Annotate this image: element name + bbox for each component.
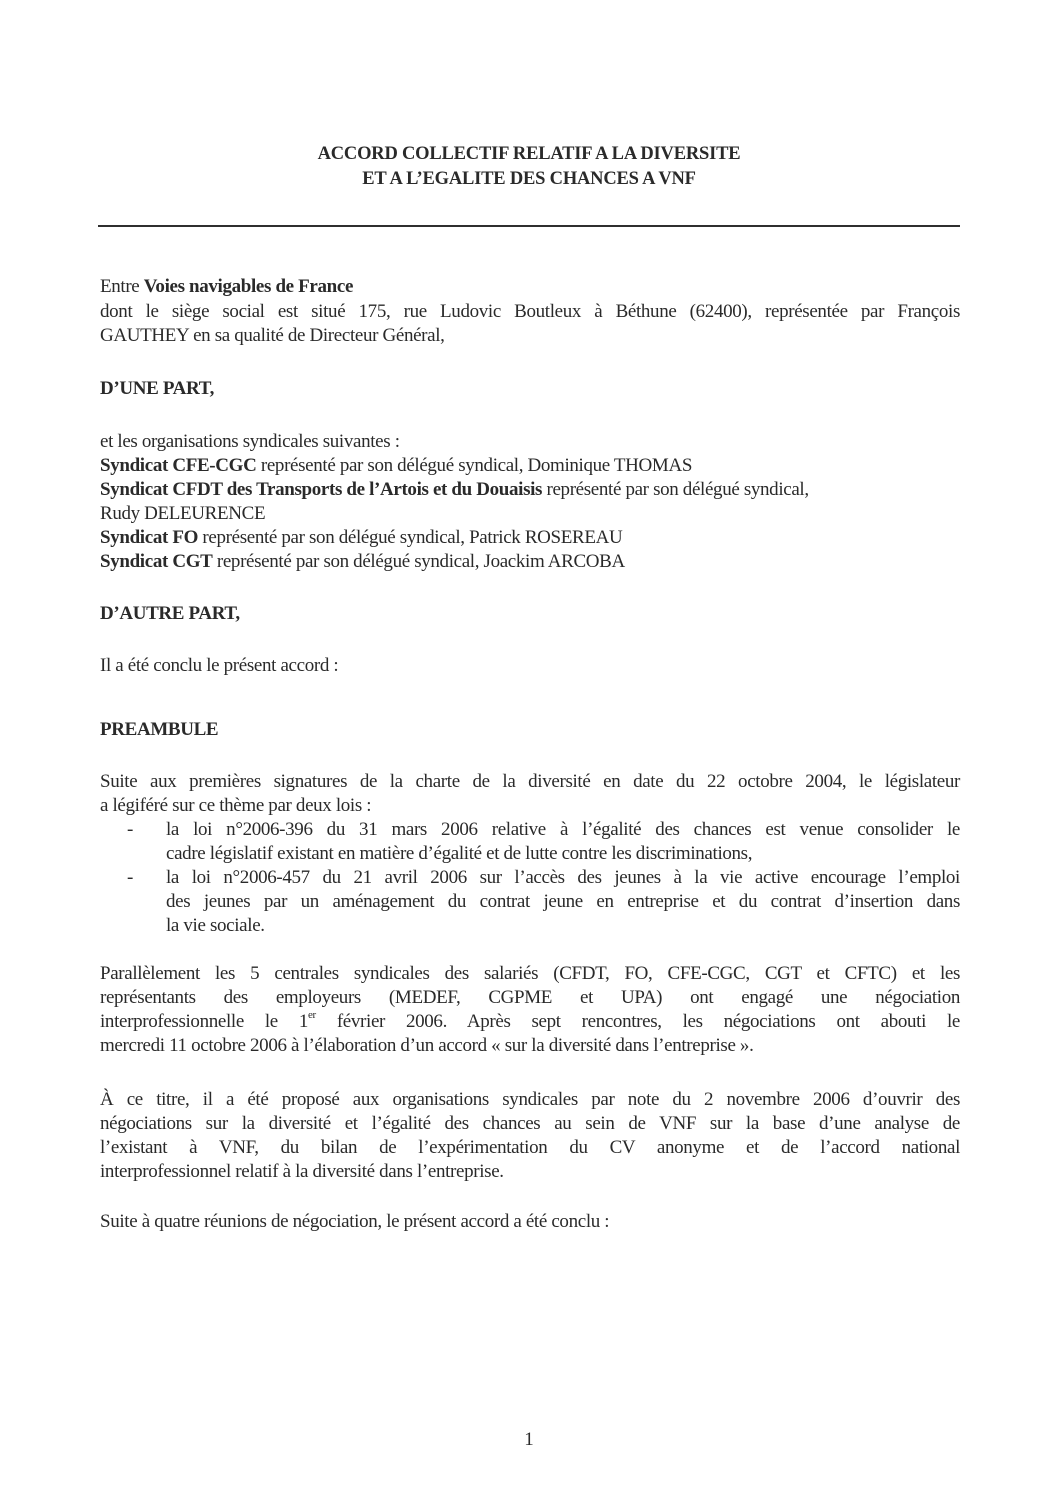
conclusion-intro: Il a été conclu le présent accord : xyxy=(100,655,339,676)
page-number: 1 xyxy=(524,1429,534,1450)
list-bullet-dash: - xyxy=(127,867,134,888)
union-representative: représenté par son délégué syndical, Joackim ARCOBA xyxy=(212,551,625,572)
union-item-fo xyxy=(100,526,960,550)
party1-intro-line xyxy=(100,275,960,299)
law-item-2-line-3: la vie sociale. xyxy=(166,915,265,936)
party2-label: D’AUTRE PART, xyxy=(100,603,240,624)
preamble-p3-line-2: négociations sur la diversité et l’égalité des chances au sein de VNF sur la base d’une analyse de xyxy=(100,1113,960,1134)
preamble-p2-line-4: mercredi 11 octobre 2006 à l’élaboration d’un accord « sur la diversité dans l’entreprise ». xyxy=(100,1035,754,1056)
union-name: Syndicat CGT xyxy=(100,551,213,572)
law-item-1-line-2: cadre législatif existant en matière d’égalité et de lutte contre les discriminations, xyxy=(166,843,753,864)
union-representative: représenté par son délégué syndical, Patrick ROSEREAU xyxy=(198,527,623,548)
title-divider xyxy=(98,225,960,227)
list-bullet-dash: - xyxy=(127,819,134,840)
party1-label: D’UNE PART, xyxy=(100,378,215,399)
party1-name: Voies navigables de France xyxy=(143,276,354,297)
preamble-heading: PREAMBULE xyxy=(100,719,219,740)
law-item-2-line-2: des jeunes par un aménagement du contrat jeune en entreprise et du contrat d’insertion dans xyxy=(166,891,960,912)
party1-intro: Entre xyxy=(100,276,144,297)
preamble-p1-line-2: a légiféré sur ce thème par deux lois : xyxy=(100,795,372,816)
union-name: Syndicat FO xyxy=(100,527,199,548)
party1-representative-line: GAUTHEY en sa qualité de Directeur Général, xyxy=(100,325,445,346)
union-item-cgt xyxy=(100,550,960,574)
union-representative: représenté par son délégué syndical, xyxy=(542,479,809,500)
preamble-p2-line-2: représentants des employeurs (MEDEF, CGPME et UPA) ont engagé une négociation xyxy=(100,987,960,1008)
union-item-cfdt xyxy=(100,478,960,502)
preamble-p1-line-1: Suite aux premières signatures de la charte de la diversité en date du 22 octobre 2004, le législateur xyxy=(100,771,960,792)
union-item-cfdt-continuation: Rudy DELEURENCE xyxy=(100,503,266,524)
preamble-p3-line-3: l’existant à VNF, du bilan de l’expérimentation du CV anonyme et de l’accord national xyxy=(100,1137,960,1158)
preamble-p4: Suite à quatre réunions de négociation, le présent accord a été conclu : xyxy=(100,1211,610,1232)
union-name: Syndicat CFDT des Transports de l’Artois et du Douaisis xyxy=(100,479,543,500)
title-line-2: ET A L’EGALITE DES CHANCES A VNF xyxy=(362,169,696,189)
party1-address-line: dont le siège social est situé 175, rue Ludovic Boutleux à Béthune (62400), représentée par François xyxy=(100,301,960,322)
union-representative: représenté par son délégué syndical, Dominique THOMAS xyxy=(256,455,693,476)
law-item-1-line-1: la loi n°2006-396 du 31 mars 2006 relative à l’égalité des chances est venue consolider le xyxy=(166,819,960,840)
document-title xyxy=(98,142,960,192)
ordinal-superscript: er xyxy=(308,1008,316,1021)
preamble-p3-line-4: interprofessionnel relatif à la diversité dans l’entreprise. xyxy=(100,1161,504,1182)
union-name: Syndicat CFE-CGC xyxy=(100,455,257,476)
union-item-cfe-cgc xyxy=(100,454,960,478)
party2-intro: et les organisations syndicales suivantes : xyxy=(100,431,400,452)
preamble-p2-line-3: interprofessionnelle le 1er février 2006. Après sept rencontres, les négociations ont abouti le xyxy=(100,1008,961,1032)
preamble-p3-line-1: À ce titre, il a été proposé aux organisations syndicales par note du 2 novembre 2006 d’ouvrir des xyxy=(100,1089,960,1110)
title-line-1: ACCORD COLLECTIF RELATIF A LA DIVERSITE xyxy=(317,144,741,164)
preamble-p2-line-1: Parallèlement les 5 centrales syndicales des salariés (CFDT, FO, CFE-CGC, CGT et CFTC) et les xyxy=(100,963,960,984)
law-item-2-line-1: la loi n°2006-457 du 21 avril 2006 sur l’accès des jeunes à la vie active encourage l’emploi xyxy=(166,867,960,888)
